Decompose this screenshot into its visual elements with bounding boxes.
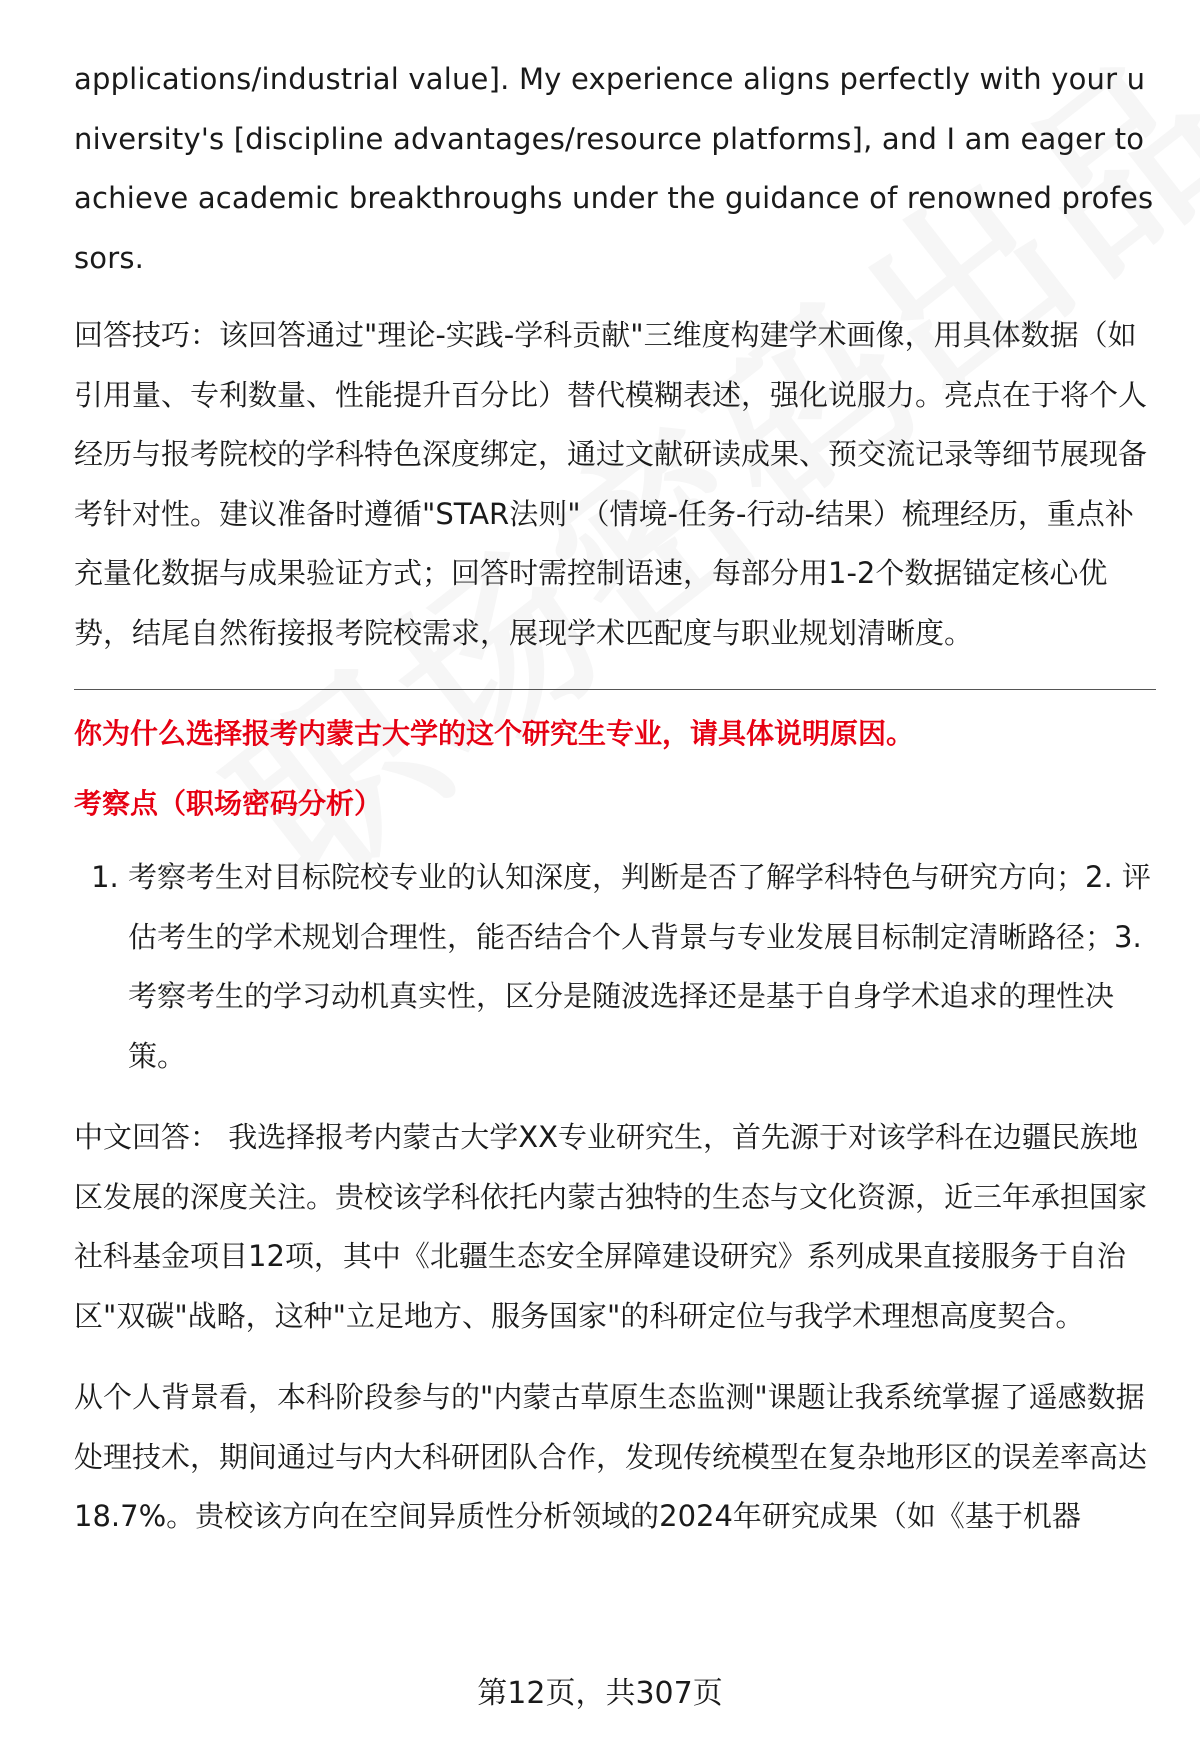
english-answer-paragraph: applications/industrial value]. My experience aligns perfectly with your university's [discipline advantages/resource platforms], and I am eager to achieve academic breakthroughs under the guidance of renowned professors. — [74, 62, 1154, 275]
document-body — [74, 50, 1156, 1547]
exam-points-list — [74, 848, 1156, 1086]
exam-point-item: 1. 考察考生对目标院校专业的认知深度，判断是否了解学科特色与研究方向；2. 评估考生的学术规划合理性，能否结合个人背景与专业发展目标制定清晰路径；3. 考察考生的学习动机真实性，区分是随波选择还是基于自身学术追求的理性决策。 — [128, 848, 1156, 1086]
background-paragraph: 从个人背景看，本科阶段参与的"内蒙古草原生态监测"课题让我系统掌握了遥感数据处理技术，期间通过与内大科研团队合作，发现传统模型在复杂地形区的误差率高达18.7%。贵校该方向在空间异质性分析领域的2024年研究成果（如《基于机器 — [74, 1380, 1148, 1533]
chinese-answer-paragraph: 中文回答： 我选择报考内蒙古大学XX专业研究生，首先源于对该学科在边疆民族地区发展的深度关注。贵校该学科依托内蒙古独特的生态与文化资源，近三年承担国家社科基金项目12项，其中《北疆生态安全屏障建设研究》系列成果直接服务于自治区"双碳"战略，这种"立足地方、服务国家"的科研定位与我学术理想高度契合。 — [74, 1120, 1148, 1333]
answer-tips-paragraph: 回答技巧：该回答通过"理论-实践-学科贡献"三维度构建学术画像，用具体数据（如引用量、专利数量、性能提升百分比）替代模糊表述，强化说服力。亮点在于将个人经历与报考院校的学科特色深度绑定，通过文献研读成果、预交流记录等细节展现备考针对性。建议准备时遵循"STAR法则"（情境-任务-行动-结果）梳理经历，重点补充量化数据与成果验证方式；回答时需控制语速，每部分用1-2个数据锚定核心优势，结尾自然衔接报考院校需求，展现学术匹配度与职业规划清晰度。 — [74, 318, 1148, 650]
question-title: 你为什么选择报考内蒙古大学的这个研究生专业，请具体说明原因。 — [74, 717, 915, 750]
page-footer: 第12页，共307页 — [477, 1676, 723, 1711]
exam-point-title: 考察点（职场密码分析） — [74, 787, 383, 820]
section-divider — [74, 689, 1156, 690]
